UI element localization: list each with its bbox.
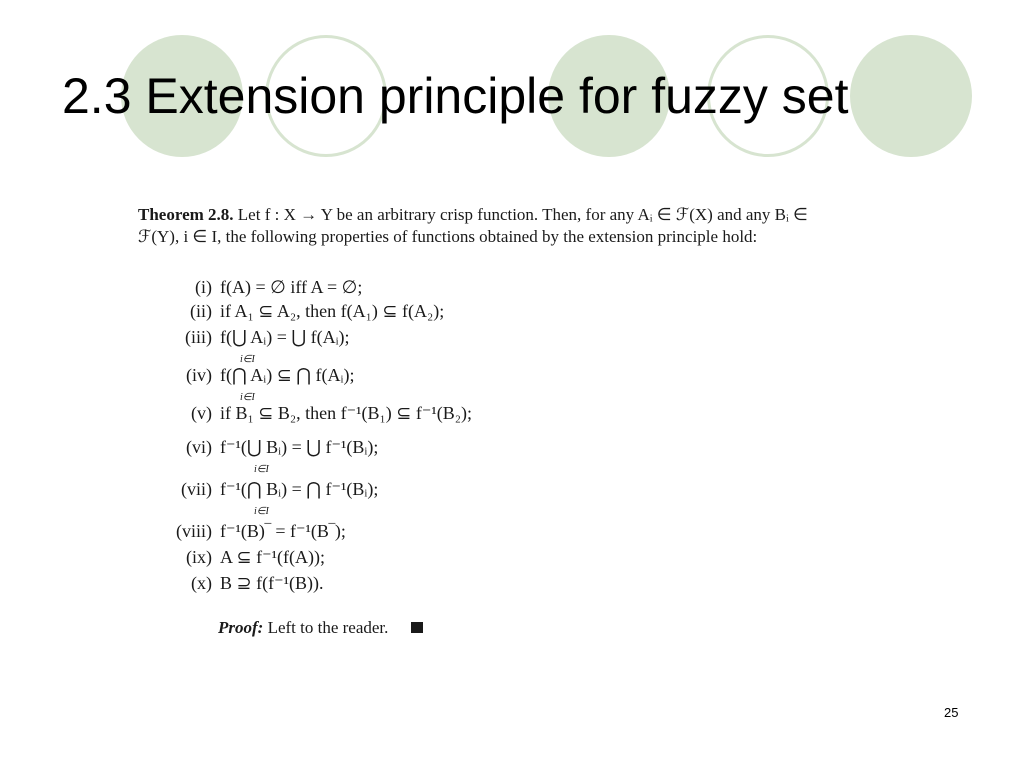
property-number: (vi) — [186, 437, 212, 457]
property-text: f⁻¹(⋂ Bᵢ) = ⋂ f⁻¹(Bᵢ); — [220, 479, 379, 499]
property-text: if B₁ ⊆ B₂, then f⁻¹(B₁) ⊆ f⁻¹(B₂); — [220, 403, 473, 423]
property-limit: i∈I — [254, 464, 269, 475]
proof-line — [218, 618, 423, 638]
proof-text: Left to the reader. — [267, 618, 389, 637]
property-i — [170, 276, 362, 298]
property-number: (viii) — [176, 521, 212, 541]
qed-square-icon — [411, 622, 423, 633]
property-limit: i∈I — [240, 392, 255, 403]
property-number: (ix) — [186, 547, 212, 567]
property-text: B ⊇ f(f⁻¹(B)). — [220, 573, 324, 593]
property-text: f(⋃ Aᵢ) = ⋃ f(Aᵢ); — [220, 327, 350, 347]
property-text: f⁻¹(B)‾ = f⁻¹(B‾); — [220, 521, 346, 541]
property-viii — [170, 520, 346, 542]
property-number: (x) — [191, 573, 212, 593]
property-iii — [170, 326, 350, 365]
theorem-label: Theorem 2.8. — [138, 205, 234, 224]
property-limit: i∈I — [254, 506, 269, 517]
property-number: (iii) — [185, 327, 212, 347]
slide-title: 2.3 Extension principle for fuzzy set — [62, 68, 849, 124]
property-text: if A₁ ⊆ A₂, then f(A₁) ⊆ f(A₂); — [220, 301, 445, 321]
property-vi — [170, 436, 379, 475]
property-limit: i∈I — [240, 354, 255, 365]
property-ix — [170, 546, 325, 568]
property-v — [170, 402, 472, 424]
property-number: (v) — [191, 403, 212, 423]
property-text: f(⋂ Aᵢ) ⊆ ⋂ f(Aᵢ); — [220, 365, 355, 385]
property-x — [170, 572, 323, 594]
theorem-scan — [130, 198, 860, 648]
theorem-statement — [138, 204, 850, 248]
page-number: 25 — [944, 705, 959, 720]
property-text: A ⊆ f⁻¹(f(A)); — [220, 547, 325, 567]
property-text: f(A) = ∅ iff A = ∅; — [220, 277, 363, 297]
property-vii — [170, 478, 379, 517]
property-ii — [170, 300, 444, 322]
property-number: (vii) — [181, 479, 212, 499]
proof-label: Proof: — [218, 618, 264, 637]
property-iv — [170, 364, 355, 403]
property-number: (ii) — [190, 301, 212, 321]
theorem-text: Let f : X → Y be an arbitrary crisp function. Then, for any Aᵢ ∈ ℱ(X) and any Bᵢ ∈ ℱ(Y), i ∈ I, the following properties of functions obtained by the extension principle hold: — [138, 205, 808, 246]
property-number: (i) — [195, 277, 212, 297]
property-text: f⁻¹(⋃ Bᵢ) = ⋃ f⁻¹(Bᵢ); — [220, 437, 379, 457]
property-number: (iv) — [186, 365, 212, 385]
decor-circle-5 — [850, 35, 972, 157]
